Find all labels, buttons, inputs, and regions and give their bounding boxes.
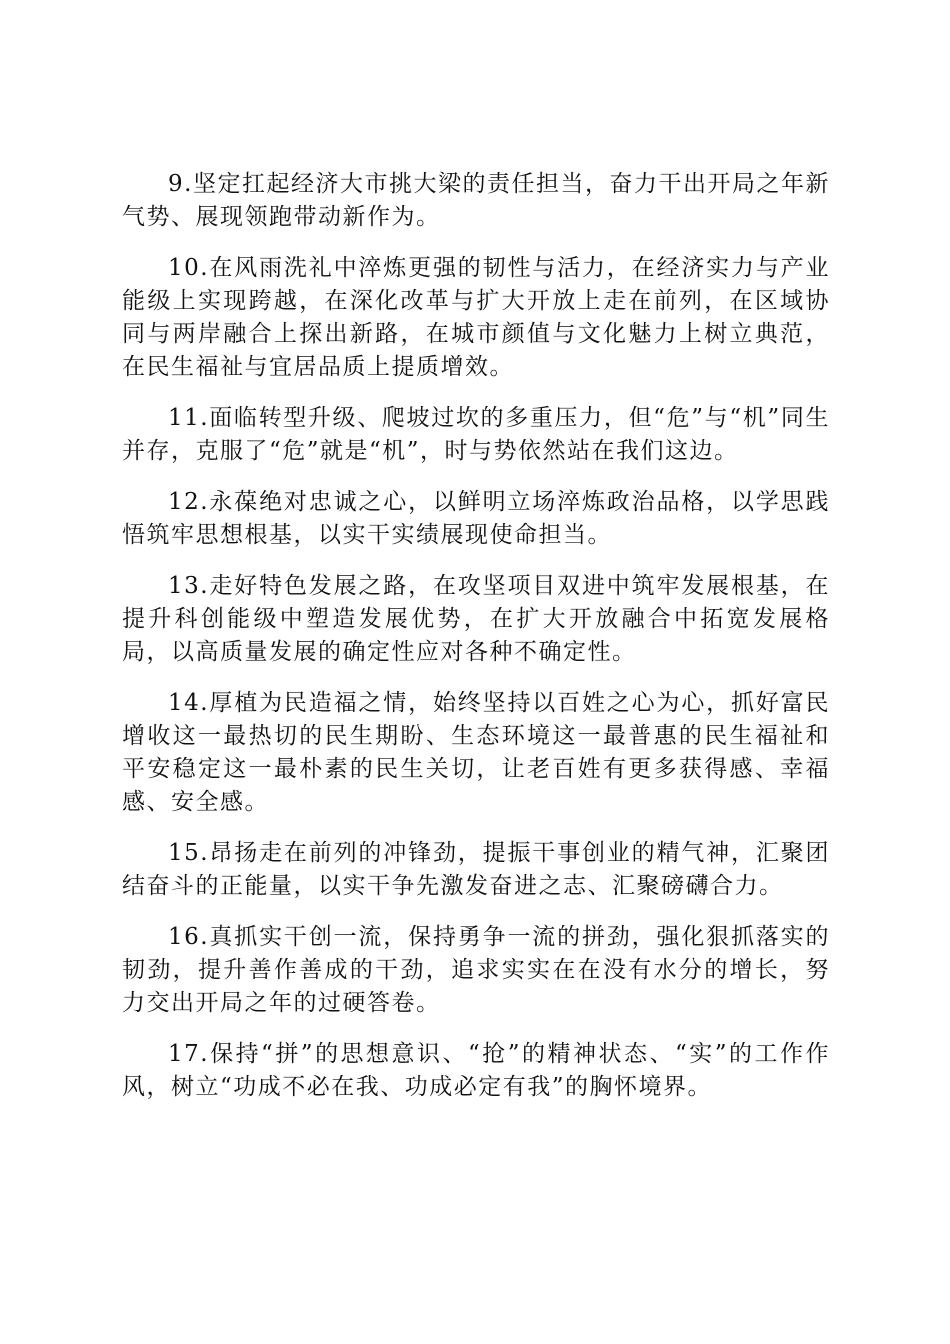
paragraph-15: 15.昂扬走在前列的冲锋劲，提振干事创业的精气神，汇聚团结奋斗的正能量，以实干争先激发奋进之志、汇聚磅礴合力。	[122, 840, 830, 899]
paragraph-13: 13.走好特色发展之路，在攻坚项目双进中筑牢发展根基，在提升科创能级中塑造发展优势，在扩大开放融合中拓宽发展格局，以高质量发展的确定性应对各种不确定性。	[122, 573, 830, 665]
paragraph-9: 9.坚定扛起经济大市挑大梁的责任担当，奋力干出开局之年新气势、展现领跑带动新作为。	[122, 171, 830, 230]
paragraph-17: 17.保持“拼”的思想意识、“抢”的精神状态、“实”的工作作风，树立“功成不必在我、功成必定有我”的胸怀境界。	[122, 1041, 830, 1100]
paragraph-16: 16.真抓实干创一流，保持勇争一流的拼劲，强化狠抓落实的韧劲，提升善作善成的干劲，追求实实在在没有水分的增长，努力交出开局之年的过硬答卷。	[122, 924, 830, 1016]
paragraph-11: 11.面临转型升级、爬坡过坎的多重压力，但“危”与“机”同生并存，克服了“危”就是“机”，时与势依然站在我们这边。	[122, 405, 830, 464]
paragraph-12: 12.永葆绝对忠诚之心，以鲜明立场淬炼政治品格，以学思践悟筑牢思想根基，以实干实绩展现使命担当。	[122, 489, 830, 548]
document-body	[122, 168, 830, 1122]
paragraph-14: 14.厚植为民造福之情，始终坚持以百姓之心为心，抓好富民增收这一最热切的民生期盼、生态环境这一最普惠的民生福祉和平安稳定这一最朴素的民生关切，让老百姓有更多获得感、幸福感、安全感。	[122, 690, 830, 815]
paragraph-10: 10.在风雨洗礼中淬炼更强的韧性与活力，在经济实力与产业能级上实现跨越，在深化改革与扩大开放上走在前列，在区域协同与两岸融合上探出新路，在城市颜值与文化魅力上树立典范，在民生福祉与宜居品质上提质增效。	[122, 255, 830, 380]
